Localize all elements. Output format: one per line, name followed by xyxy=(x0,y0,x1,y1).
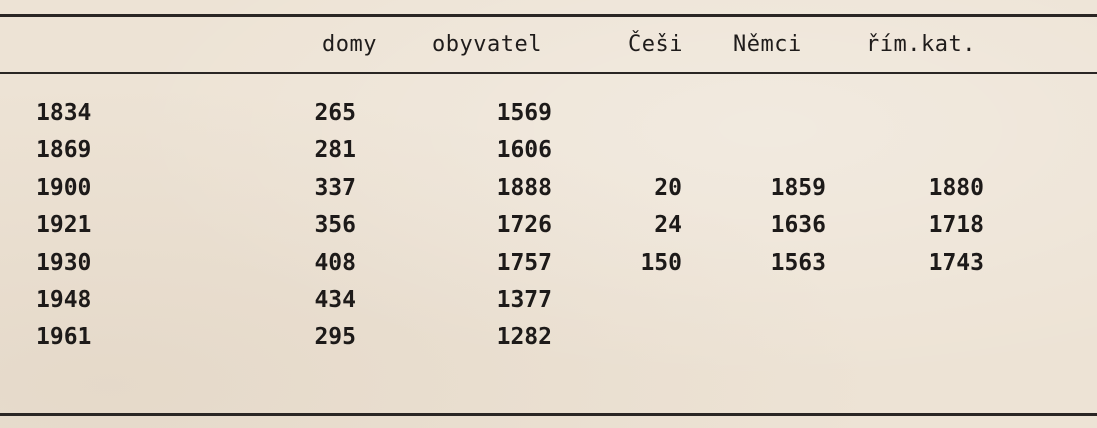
cell-year: 1930 xyxy=(36,250,92,276)
table-header-rule xyxy=(0,72,1097,74)
cell-nemci: 1859 xyxy=(770,175,826,201)
header-obyvatel: obyvatel xyxy=(432,32,542,57)
cell-rim-kat: 1743 xyxy=(928,250,984,276)
cell-obyvatel: 1606 xyxy=(496,137,552,163)
cell-year: 1900 xyxy=(36,175,92,201)
cell-year: 1834 xyxy=(36,100,92,126)
cell-nemci: 1636 xyxy=(770,212,826,238)
cell-cesi: 24 xyxy=(654,212,682,238)
cell-obyvatel: 1726 xyxy=(496,212,552,238)
cell-domy: 337 xyxy=(314,175,356,201)
cell-domy: 434 xyxy=(314,287,356,313)
header-cesi: Češi xyxy=(628,32,683,57)
cell-domy: 281 xyxy=(314,137,356,163)
cell-rim-kat: 1880 xyxy=(928,175,984,201)
cell-obyvatel: 1282 xyxy=(496,324,552,350)
cell-obyvatel: 1888 xyxy=(496,175,552,201)
cell-year: 1869 xyxy=(36,137,92,163)
header-rim-kat: řím.kat. xyxy=(866,32,976,57)
cell-cesi: 20 xyxy=(654,175,682,201)
cell-domy: 265 xyxy=(314,100,356,126)
cell-year: 1921 xyxy=(36,212,92,238)
table-top-rule xyxy=(0,14,1097,17)
cell-obyvatel: 1757 xyxy=(496,250,552,276)
cell-domy: 295 xyxy=(314,324,356,350)
header-nemci: Němci xyxy=(733,32,802,57)
cell-obyvatel: 1569 xyxy=(496,100,552,126)
cell-rim-kat: 1718 xyxy=(928,212,984,238)
header-domy: domy xyxy=(322,32,377,57)
cell-nemci: 1563 xyxy=(770,250,826,276)
table-bottom-rule xyxy=(0,413,1097,416)
cell-obyvatel: 1377 xyxy=(496,287,552,313)
cell-domy: 356 xyxy=(314,212,356,238)
cell-year: 1948 xyxy=(36,287,92,313)
cell-domy: 408 xyxy=(314,250,356,276)
cell-year: 1961 xyxy=(36,324,92,350)
cell-cesi: 150 xyxy=(640,250,682,276)
